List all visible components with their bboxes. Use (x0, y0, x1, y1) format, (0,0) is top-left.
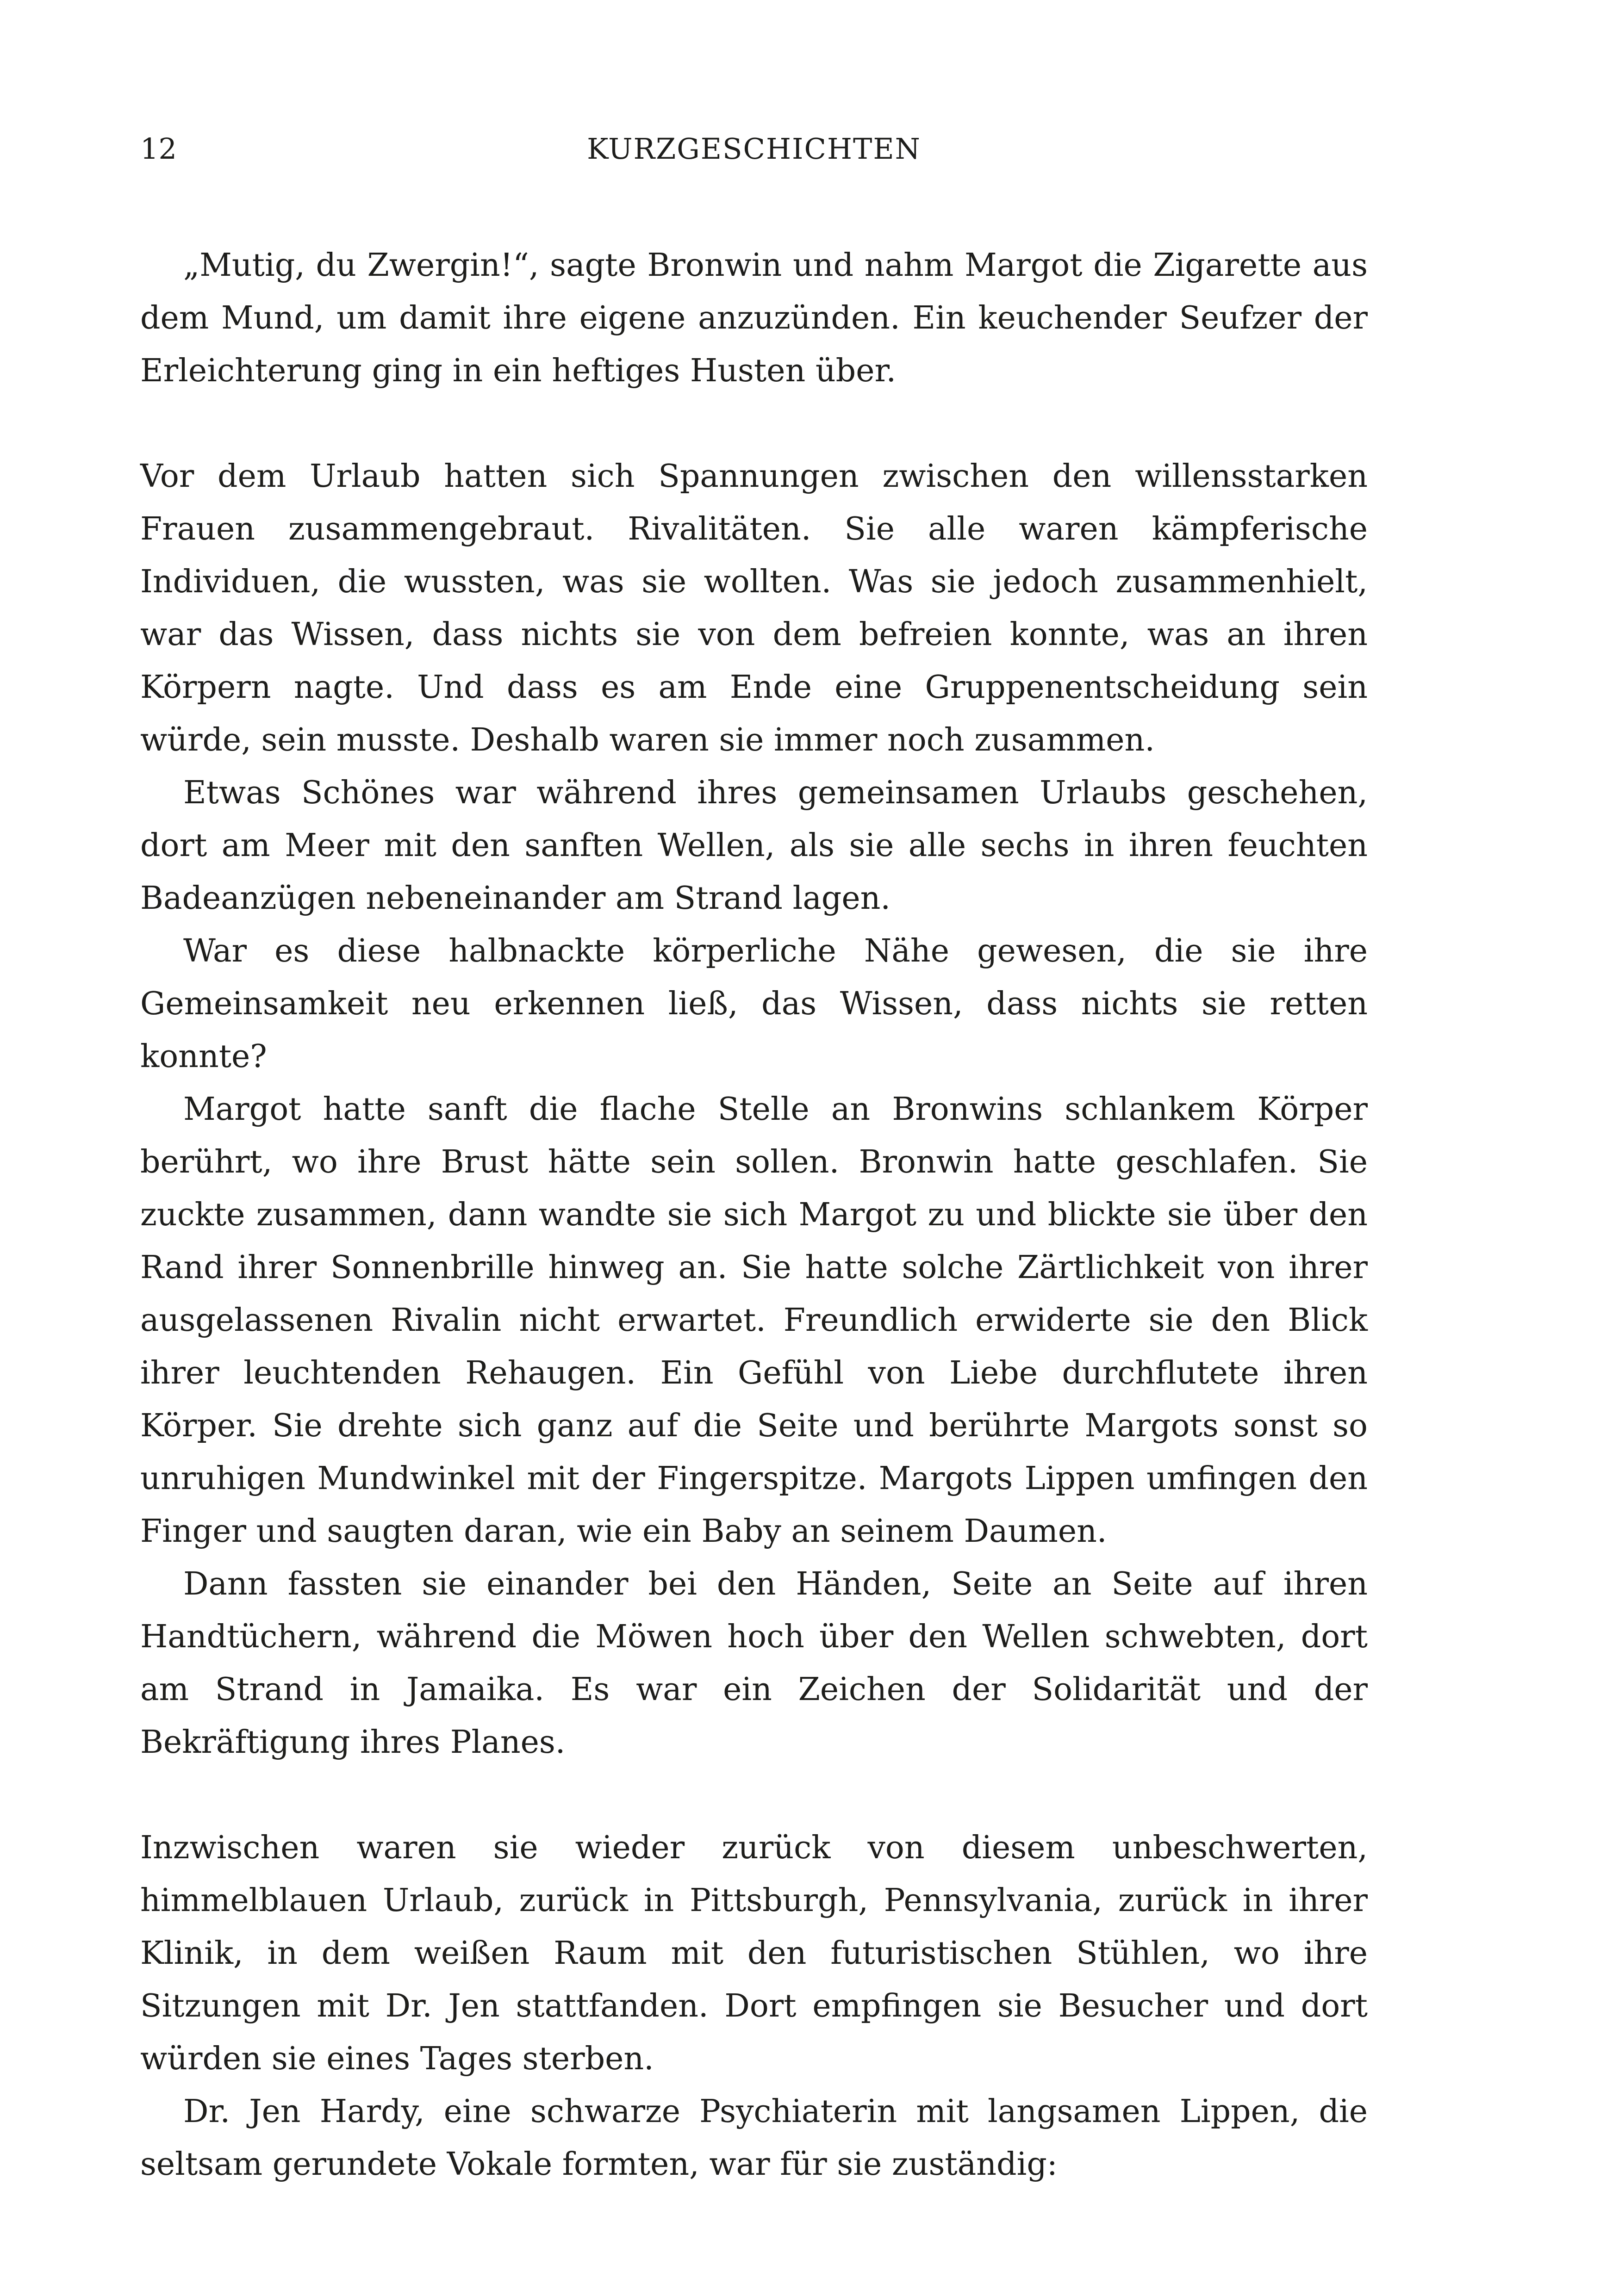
paragraph: War es diese halbnackte körperliche Nähe gewesen, die sie ihre Gemeinsamkeit neu erkennen ließ, das Wissen, dass nichts sie retten konnte? (140, 933, 1368, 1075)
running-head (140, 126, 1368, 172)
paragraph: Inzwischen waren sie wieder zurück von diesem unbeschwerten, himmelblauen Urlaub, zurück in Pittsburgh, Pennsylvania, zurück in ihrer Klinik, in dem weißen Raum mit den futuristischen Stühlen, wo ihre Sitzungen mit Dr. Jen stattfanden. Dort empfingen sie Besucher und dort würden sie eines Tages sterben. (140, 1830, 1368, 2077)
paragraph: Etwas Schönes war während ihres gemeinsamen Urlaubs geschehen, dort am Meer mit den sanften Wellen, als sie alle sechs in ihren feuchten Badeanzügen nebeneinander am Strand lagen. (140, 775, 1368, 917)
body-text (140, 239, 1368, 2191)
paragraph: Vor dem Urlaub hatten sich Spannungen zwischen den willensstarken Frauen zusammengebraut. Rivalitäten. Sie alle waren kämpferische Individuen, die wussten, was sie wollten. Was sie jedoch zusammenhielt, war das Wissen, dass nichts sie von dem befreien konnte, was an ihren Körpern nagte. Und dass es am Ende eine Gruppenentscheidung sein würde, sein musste. Deshalb waren sie immer noch zusammen. (140, 458, 1368, 758)
page-number: 12 (140, 132, 177, 166)
running-title: KURZGESCHICHTEN (587, 132, 921, 166)
paragraph: Margot hatte sanft die flache Stelle an Bronwins schlankem Körper berührt, wo ihre Brust hätte sein sollen. Bronwin hatte geschlafen. Sie zuckte zusammen, dann wandte sie sich Margot zu und blickte sie über den Rand ihrer Sonnenbrille hinweg an. Sie hatte solche Zärtlichkeit von ihrer ausgelassenen Rivalin nicht erwartet. Freundlich erwiderte sie den Blick ihrer leuchtenden Rehaugen. Ein Gefühl von Liebe durchflutete ihren Körper. Sie drehte sich ganz auf die Seite und berührte Margots sonst so unruhigen Mundwinkel mit der Fingerspitze. Margots Lippen umfingen den Finger und saugten daran, wie ein Baby an seinem Daumen. (140, 1091, 1368, 1550)
paragraph: Dann fassten sie einander bei den Händen, Seite an Seite auf ihren Handtüchern, während die Möwen hoch über den Wellen schwebten, dort am Strand in Jamaika. Es war ein Zeichen der Solidarität und der Bekräftigung ihres Planes. (140, 1566, 1368, 1761)
paragraph: „Mutig, du Zwergin!“, sagte Bronwin und nahm Margot die Zigarette aus dem Mund, um damit ihre eigene anzuzünden. Ein keuchender Seufzer der Erleichterung ging in ein heftiges Husten über. (140, 247, 1368, 389)
paragraph: Dr. Jen Hardy, eine schwarze Psychiaterin mit langsamen Lippen, die seltsam gerundete Vokale formten, war für sie zuständig: (140, 2093, 1368, 2183)
